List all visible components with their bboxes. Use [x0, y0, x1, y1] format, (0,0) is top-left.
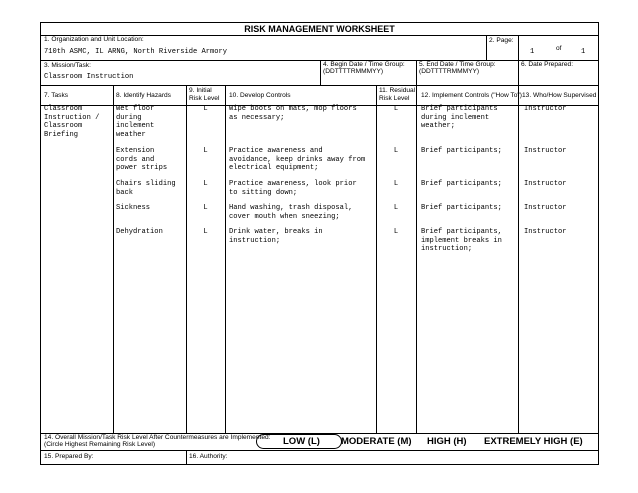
- hazard-cell[interactable]: Chairs sliding back: [116, 180, 176, 197]
- column-header-controls: 10. Develop Controls: [229, 92, 291, 99]
- mission-label: 3. Mission/Task:: [44, 62, 91, 69]
- control-cell[interactable]: Drink water, breaks in instruction;: [229, 228, 323, 245]
- residual-risk-cell[interactable]: L: [393, 204, 399, 212]
- divider: [486, 35, 487, 60]
- implement-cell[interactable]: Brief participants, implement breaks in instruction;: [421, 228, 502, 254]
- page-current[interactable]: 1: [530, 48, 535, 56]
- overall-risk-label: 14. Overall Mission/Task Risk Level After Countermeasures are Implemented:: [44, 434, 271, 441]
- divider: [518, 60, 519, 85]
- end-date-label: 5. End Date / Time Group:: [419, 61, 496, 68]
- begin-date-format: (DDTTTTRMMMYY): [323, 68, 384, 75]
- divider: [186, 85, 187, 433]
- risk-low-option[interactable]: LOW (L): [283, 436, 320, 447]
- control-cell[interactable]: Hand washing, trash disposal, cover mouth when sneezing;: [229, 204, 353, 221]
- worksheet-title: RISK MANAGEMENT WORKSHEET: [244, 24, 395, 34]
- hazard-cell[interactable]: Dehydration: [116, 228, 163, 236]
- organization-label: 1. Organization and Unit Location:: [44, 36, 144, 43]
- hazard-cell[interactable]: Wet floor during inclement weather: [116, 105, 155, 139]
- hazard-cell[interactable]: Sickness: [116, 204, 151, 212]
- divider: [376, 85, 377, 433]
- page-of: of: [556, 45, 562, 52]
- initial-risk-cell[interactable]: L: [203, 180, 208, 188]
- divider: [416, 60, 417, 85]
- begin-date-label: 4. Begin Date / Time Group:: [323, 61, 405, 68]
- risk-management-worksheet: [40, 22, 599, 465]
- residual-risk-cell[interactable]: L: [393, 105, 399, 113]
- column-header-initial-risk: 9. Initial: [189, 87, 212, 94]
- control-cell[interactable]: Wipe boots on mats, mop floors as necessary;: [229, 105, 357, 122]
- residual-risk-cell[interactable]: L: [393, 228, 399, 236]
- implement-cell[interactable]: Brief participants during inclement weather;: [421, 105, 498, 131]
- divider: [225, 85, 226, 433]
- residual-risk-cell[interactable]: L: [393, 180, 399, 188]
- column-header-tasks: 7. Tasks: [44, 92, 69, 99]
- divider: [113, 85, 114, 433]
- supervised-cell[interactable]: Instructor: [524, 228, 567, 236]
- initial-risk-cell[interactable]: L: [203, 105, 208, 113]
- control-cell[interactable]: Practice awareness, look prior to sitting down;: [229, 180, 357, 197]
- divider: [41, 85, 598, 86]
- initial-risk-cell[interactable]: L: [203, 147, 208, 155]
- mission-value[interactable]: Classroom Instruction: [44, 73, 134, 81]
- column-header-residual-risk: 11. Residual: [379, 87, 416, 94]
- risk-high-option[interactable]: HIGH (H): [427, 436, 467, 447]
- overall-risk-instruction: (Circle Highest Remaining Risk Level): [44, 441, 156, 448]
- implement-cell[interactable]: Brief participants;: [421, 204, 502, 212]
- implement-cell[interactable]: Brief participants;: [421, 147, 502, 155]
- divider: [416, 85, 417, 433]
- residual-risk-cell[interactable]: L: [393, 147, 399, 155]
- prepared-by-label: 15. Prepared By:: [44, 453, 94, 460]
- divider: [518, 35, 519, 60]
- column-header-implement-controls: 12. Implement Controls ("How To"): [421, 92, 522, 99]
- supervised-cell[interactable]: Instructor: [524, 204, 567, 212]
- organization-value[interactable]: 710th ASMC, IL ARNG, North Riverside Armory: [44, 48, 228, 56]
- column-header-supervised: 13. Who/How Supervised: [522, 92, 597, 99]
- divider: [320, 60, 321, 85]
- supervised-cell[interactable]: Instructor: [524, 180, 567, 188]
- implement-cell[interactable]: Brief participants;: [421, 180, 502, 188]
- authority-label: 16. Authority:: [189, 453, 228, 460]
- page-total[interactable]: 1: [581, 48, 586, 56]
- hazard-cell[interactable]: Extension cords and power strips: [116, 147, 168, 173]
- control-cell[interactable]: Practice awareness and avoidance, keep drinks away from electrical equipment;: [229, 147, 366, 173]
- column-header-hazards: 8. Identify Hazards: [116, 92, 171, 99]
- column-header-residual-risk-2: Risk Level: [379, 95, 410, 102]
- page-label: 2. Page:: [489, 37, 514, 44]
- risk-extremely-high-option[interactable]: EXTREMELY HIGH (E): [484, 436, 583, 447]
- divider: [186, 450, 187, 465]
- risk-moderate-option[interactable]: MODERATE (M): [341, 436, 412, 447]
- initial-risk-cell[interactable]: L: [203, 228, 208, 236]
- initial-risk-cell[interactable]: L: [203, 204, 208, 212]
- task-cell[interactable]: Classroom Instruction / Classroom Briefing: [44, 105, 100, 139]
- divider: [518, 85, 519, 433]
- supervised-cell[interactable]: Instructor: [524, 147, 567, 155]
- column-header-initial-risk-2: Risk Level: [189, 95, 220, 102]
- date-prepared-label: 6. Date Prepared:: [521, 61, 574, 68]
- end-date-format: (DDTTTTRMMMYY): [419, 68, 480, 75]
- divider: [41, 450, 598, 451]
- supervised-cell[interactable]: Instructor: [524, 105, 567, 113]
